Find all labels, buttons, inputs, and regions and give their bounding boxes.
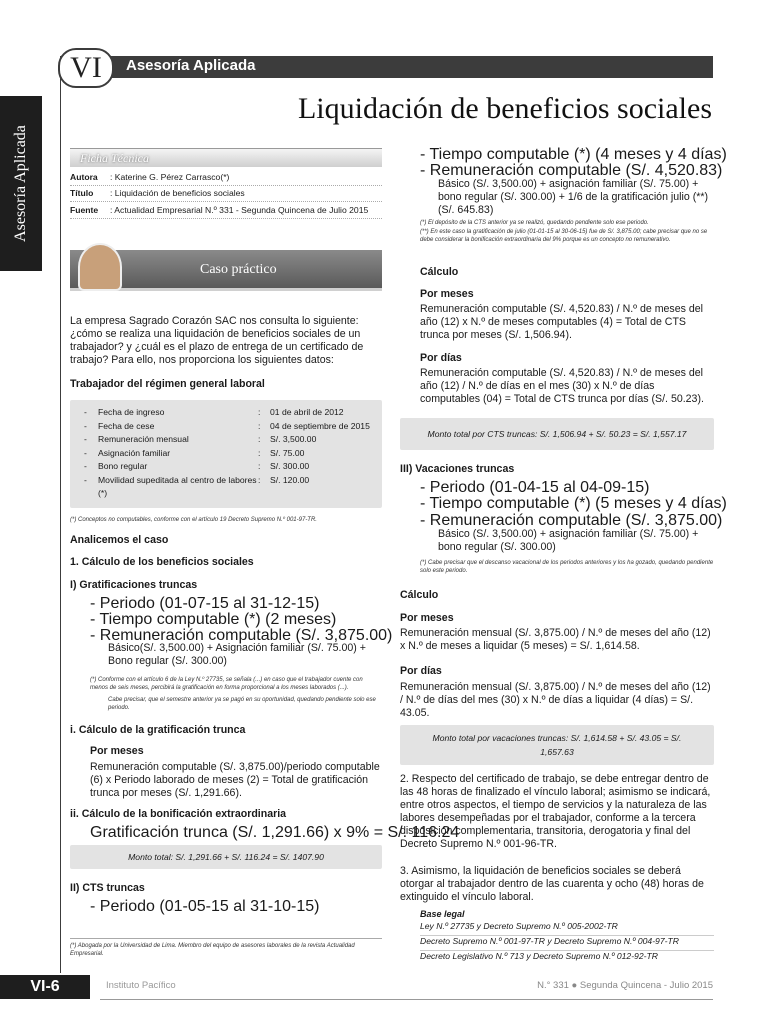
grat-total-text: Monto total: S/. 1,291.66 + S/. 116.24 = S/. 1407.90 <box>128 852 324 862</box>
publisher-label: Instituto Pacífico <box>106 980 176 991</box>
cts-note-b: (**) En este caso la gratificación de julio (01-01-15 al 30-06-15) fue de S/. 3,875.00; cabe precisar que no se debe considerar la bonificación extraordinaria del 9% porque es un concepto no remunerativo. <box>420 229 708 243</box>
intro-paragraph: La empresa Sagrado Corazón SAC nos consulta lo siguiente: ¿cómo se realiza una liquidación de beneficios sociales de un trabajador? y ¿cuál es el plazo de entrega de un certificado de trabajo? Para ello, nos proporciona los siguientes datos: <box>70 315 364 366</box>
law-2: Decreto Supremo N.º 001-97-TR y Decreto Supremo N.º 004-97-TR <box>420 936 679 946</box>
caso-title: Caso práctico <box>200 262 277 277</box>
section-label: Asesoría Aplicada <box>126 57 256 74</box>
por-dias-label-2: Por días <box>400 665 442 677</box>
calculo-heading-2: Cálculo <box>400 589 439 601</box>
grat-note-2: Cabe precisar, que el semestre anterior ya se pagó en su oportunidad, quedando pendiente solo ese periodo. <box>108 697 376 711</box>
cts-dias-text: Remuneración computable (S/. 4,520.83) / N.º de meses del año (12) / N.º de días en el mes (30) x N.º de días computables (04) = Total de CTS trunca por días (S/. 50.23). <box>420 367 704 405</box>
worker-data-box <box>70 400 382 508</box>
people-photo-icon <box>78 243 122 291</box>
section-1-heading: 1. Cálculo de los beneficios sociales <box>70 556 254 568</box>
worker-data-row: - Fecha de cese : 04 de septiembre de 2015 <box>84 420 382 434</box>
worker-data-value: S/. 120.00 <box>270 474 310 485</box>
analysis-heading: Analicemos el caso <box>70 534 169 546</box>
por-dias-label: Por días <box>420 352 462 364</box>
worker-data-key: Bono regular <box>98 461 148 471</box>
cts-heading: II) CTS truncas <box>70 882 145 894</box>
margin-rule <box>60 78 61 973</box>
footnote-rule <box>70 938 382 939</box>
vac-total-box <box>400 725 714 765</box>
base-legal-heading: Base legal <box>420 909 465 919</box>
worker-data-key: Movilidad supeditada al centro de labores (*) <box>98 474 257 498</box>
vac-meses-text: Remuneración mensual (S/. 3,875.00) / N.º de meses del año (12) x N.º de meses a liquidar (5 meses) = S/. 1,614.58. <box>400 627 711 652</box>
worker-data-row: - Bono regular : S/. 300.00 <box>84 460 382 474</box>
law-1: Ley N.º 27735 y Decreto Supremo N.º 005-2002-TR <box>420 921 618 931</box>
point-2-paragraph: 2. Respecto del certificado de trabajo, se debe entregar dentro de las 48 horas de finalizado el vínculo laboral; asimismo se indicará, entre otros aspectos, el tiempo de servicios y la naturaleza de las labores desempeñadas por el trabajador, conforme a la tercera disposición complementaria, transitoria, derogatoria y final del Decreto Supremo N.º 001-96-TR. <box>400 773 711 850</box>
worker-note: (*) Conceptos no computables, conforme con el artículo 19 Decreto Supremo N.º 001-97-TR. <box>70 517 317 523</box>
ficha-heading-label: Ficha Técnica <box>80 151 149 165</box>
grat-item-2: - Tiempo computable (*) (2 meses) <box>90 611 337 628</box>
vac-total-text: Monto total por vacaciones truncas: S/. 1,614.58 + S/. 43.05 = S/. 1,657.63 <box>432 733 682 757</box>
worker-data-key: Asignación familiar <box>98 447 171 458</box>
worker-heading: Trabajador del régimen general laboral <box>70 378 265 390</box>
side-tab-label: Asesoría Aplicada <box>12 125 29 242</box>
cts-meses-text: Remuneración computable (S/. 4,520.83) / N.º de meses del año (12) x N.º de meses computables (4) = Total de CTS trunca por meses (S/. 1,506.94). <box>420 303 703 341</box>
ficha-heading <box>70 148 382 167</box>
worker-data-key: Fecha de cese <box>98 420 155 431</box>
worker-data-value: 01 de abril de 2012 <box>270 407 344 417</box>
grat-trunca-text: Remuneración computable (S/. 3,875.00)/periodo computable (6) x Periodo laborado de meses (2) = Total de gratificación trunca por meses (S/. 1,291.66). <box>90 761 380 799</box>
worker-data-value: S/. 75.00 <box>270 447 305 458</box>
section-badge: VI <box>58 48 114 88</box>
vac-item-3: - Remuneración computable (S/. 3,875.00) <box>420 512 723 529</box>
page-title: Liquidación de beneficios sociales <box>297 92 712 125</box>
point-3-paragraph: 3. Asimismo, la liquidación de beneficios sociales se deberá otorgar al trabajador dentro de las cuarenta y ocho (48) horas de extinguido el vínculo laboral. <box>400 865 704 903</box>
ficha-row-titulo: Título : Liquidación de beneficios sociales <box>70 186 382 202</box>
vac-item-1: - Periodo (01-04-15 al 04-09-15) <box>420 479 650 496</box>
grat-trunca-heading: i. Cálculo de la gratificación trunca <box>70 724 246 736</box>
por-meses-label-2: Por meses <box>420 288 474 300</box>
vac-heading: III) Vacaciones truncas <box>400 463 515 475</box>
por-meses-label-3: Por meses <box>400 612 454 624</box>
por-meses-label: Por meses <box>90 745 144 757</box>
worker-data-row: - Movilidad supeditada al centro de labores (*) : S/. 120.00 <box>84 474 382 501</box>
grat-total-box <box>70 845 382 869</box>
cts-total-box <box>400 418 714 450</box>
worker-data-row: - Remuneración mensual : S/. 3,500.00 <box>84 433 382 447</box>
bonif-heading: ii. Cálculo de la bonificación extraordinaria <box>70 808 287 820</box>
page-number: VI-6 <box>0 975 90 999</box>
footer-rule <box>100 999 713 1000</box>
cts-note-a: (*) El depósito de la CTS anterior ya se realizó, quedando pendiente solo ese periodo. <box>420 220 649 226</box>
grat-note-1: (*) Conforme con el artículo 6 de la Ley N.º 27735, se señala (...) en caso que el trabajador cuente con menos de seis meses, percibirá la gratificación en forma proporcional a los meses laborados (...). <box>90 677 363 691</box>
calculo-heading: Cálculo <box>420 266 459 278</box>
author-footnote: (*) Abogada por la Universidad de Lima. Miembro del equipo de asesores laborales de la revista Actualidad Empresarial. <box>70 943 355 957</box>
side-tab <box>0 96 42 271</box>
grat-item-1: - Periodo (01-07-15 al 31-12-15) <box>90 595 320 612</box>
bonif-text: Gratificación trunca (S/. 1,291.66) x 9% = S/. 116.24 <box>90 824 460 841</box>
grat-detail: Básico(S/. 3,500.00) + Asignación familiar (S/. 75.00) + Bono regular (S/. 300.00) <box>108 642 366 667</box>
vac-dias-text: Remuneración mensual (S/. 3,875.00) / N.º de meses del año (12) / N.º de días del mes (30) x N.º de días a liquidar (4 días) = S/. 43.05. <box>400 681 711 719</box>
issue-label: N.° 331 ● Segunda Quincena - Julio 2015 <box>537 980 713 991</box>
worker-data-value: S/. 300.00 <box>270 461 310 471</box>
grat-item-3: - Remuneración computable (S/. 3,875.00) <box>90 627 393 644</box>
cts-item-3: - Remuneración computable (S/. 4,520.83) <box>420 162 723 179</box>
worker-data-value: 04 de septiembre de 2015 <box>270 420 370 431</box>
cts-total-text: Monto total por CTS truncas: S/. 1,506.94 + S/. 50.23 = S/. 1,557.17 <box>427 429 687 439</box>
ficha-row-autora: Autora : Katerine G. Pérez Carrasco(*) <box>70 170 382 186</box>
cts-item-1: - Periodo (01-05-15 al 31-10-15) <box>90 898 320 915</box>
vac-item-2: - Tiempo computable (*) (5 meses y 4 días) <box>420 495 727 512</box>
vac-detail: Básico (S/. 3,500.00) + asignación familiar (S/. 75.00) + bono regular (S/. 300.00) <box>438 528 699 553</box>
vac-note: (*) Cabe precisar que el descanso vacacional de los periodos anteriores y los ha gozado, quedando pendiente solo este periodo. <box>420 560 714 574</box>
worker-data-value: S/. 3,500.00 <box>270 434 317 444</box>
grat-heading: I) Gratificaciones truncas <box>70 579 198 591</box>
cts-detail: Básico (S/. 3,500.00) + asignación familiar (S/. 75.00) + bono regular (S/. 300.00) + 1/6 de la gratificación julio (**) (S/. 645.83) <box>438 178 709 216</box>
worker-data-key: Remuneración mensual <box>98 434 189 444</box>
worker-data-row: - Fecha de ingreso : 01 de abril de 2012 <box>84 406 382 420</box>
law-3: Decreto Legislativo N.º 713 y Decreto Supremo N.º 012-92-TR <box>420 951 658 961</box>
ficha-row-fuente: Fuente : Actualidad Empresarial N.º 331 - Segunda Quincena de Julio 2015 <box>70 203 382 219</box>
worker-data-key: Fecha de ingreso <box>98 407 165 417</box>
worker-data-row: - Asignación familiar : S/. 75.00 <box>84 447 382 461</box>
cts-item-2: - Tiempo computable (*) (4 meses y 4 días) <box>420 146 727 163</box>
